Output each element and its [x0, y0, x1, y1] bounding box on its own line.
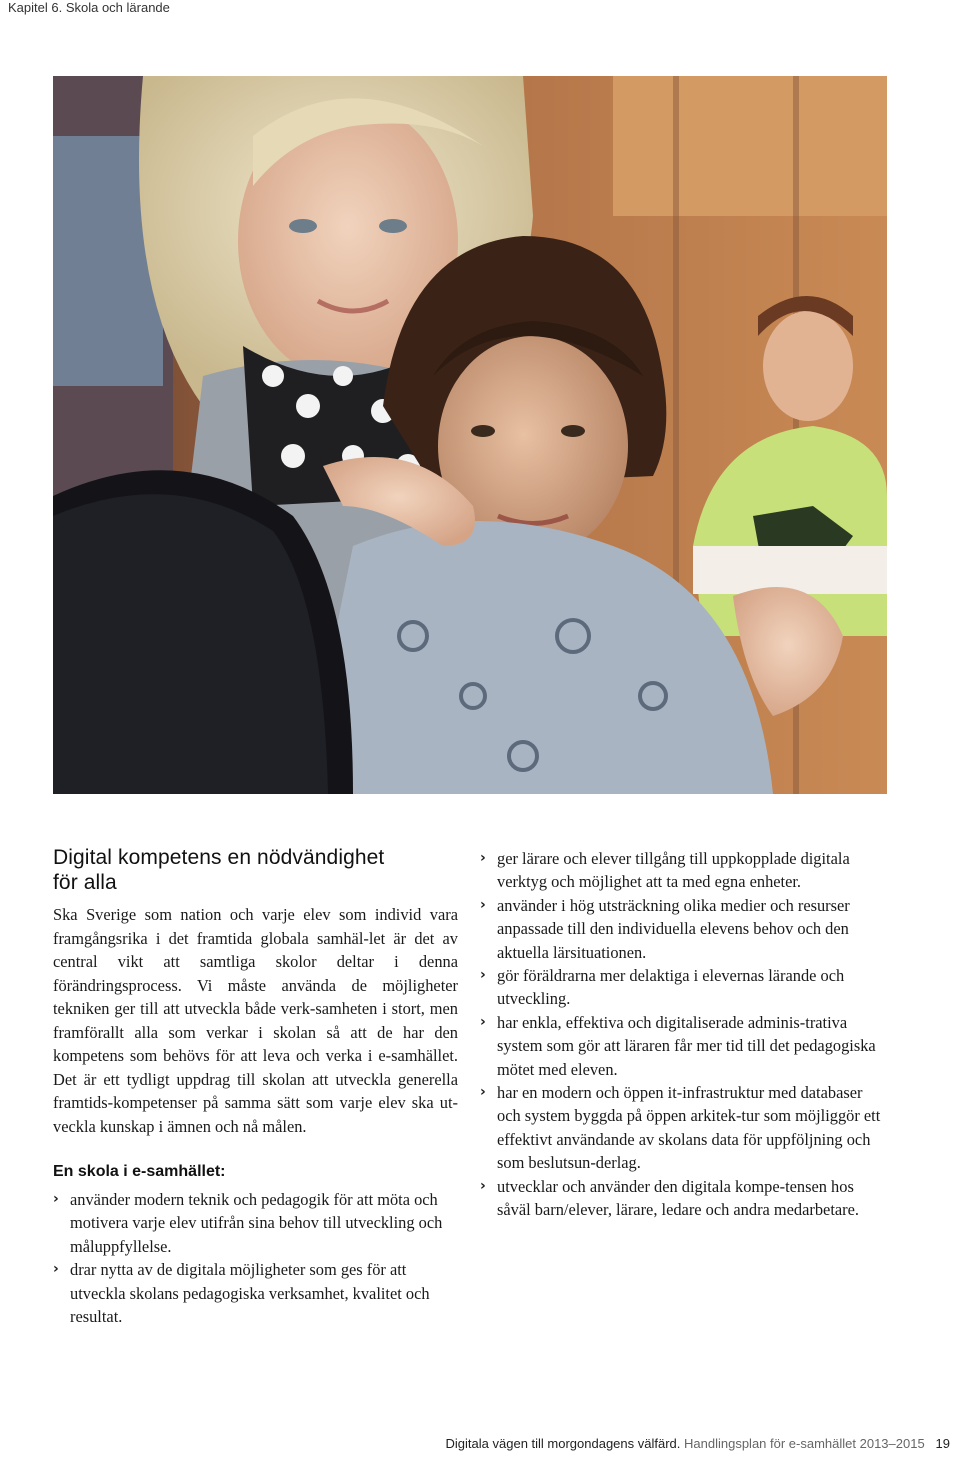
list-item-text: använder i hög utsträckning olika medier och resurser anpassade till den individuella elevens behov och den aktuella lärsituationen. [497, 895, 850, 962]
list-item [480, 964, 890, 1011]
section-title-line-1: Digital kompetens en nödvändighet [53, 846, 385, 869]
list-item [480, 1175, 890, 1222]
list-item [53, 1188, 458, 1258]
list-item-text: drar nytta av de digitala möjligheter som ges för att utveckla skolans pedagogiska verksamhet, kvalitet och resultat. [70, 1260, 430, 1327]
right-column [480, 847, 890, 1222]
list-item [480, 847, 890, 894]
list-item-text: har enkla, effektiva och digitaliserade adminis-trativa system som gör att läraren får mer tid till det pedagogiska mötet med eleven. [497, 1012, 876, 1079]
right-bullet-list [480, 847, 890, 1222]
running-header: Kapitel 6. Skola och lärande [8, 0, 170, 15]
list-item [53, 1258, 458, 1328]
list-item [480, 1011, 890, 1081]
chevron-right-icon: › [480, 896, 486, 913]
intro-paragraph: Ska Sverige som nation och varje elev som individ vara framgångsrika i det framtida globala samhäl-let är det av central vikt att samtliga skolor deltar i denna förändringsprocess. Vi måste använda de möjligheter tekniken ger till att utveckla både verk-samheten i stort, men framförallt alla som verkar i skolan så att de har den kompetens som behövs för att leva och verka i e-samhället. Det är ett tydligt uppdrag till skolan att utveckla generella framtids-kompetenser på samma sätt som varje elev ska ut-veckla kunskap i ämnen och nå målen. [53, 905, 458, 1136]
chevron-right-icon: › [53, 1261, 59, 1278]
list-item [480, 894, 890, 964]
chevron-right-icon: › [480, 1084, 486, 1101]
list-item-text: har en modern och öppen it-infrastruktur med databaser och system byggda på öppen arkitek-tur som möjliggör ett effektivt användande av skolans data för uppföljning och som beslutsun-derlag. [497, 1083, 881, 1173]
chevron-right-icon: › [53, 1191, 59, 1207]
page-number: 19 [935, 1436, 950, 1451]
chevron-right-icon: › [480, 1013, 486, 1030]
classroom-photo [53, 76, 887, 794]
chevron-right-icon: › [480, 850, 486, 866]
list-item-text: utvecklar och använder den digitala kompe-tensen hos såväl barn/elever, lärare, ledare och andra medarbetare. [497, 1176, 859, 1220]
left-bullet-list [53, 1188, 458, 1328]
page-footer [446, 1436, 950, 1451]
section-title [53, 845, 458, 895]
footer-subtitle: Handlingsplan för e-samhället 2013–2015 [684, 1436, 925, 1451]
left-column [53, 845, 458, 1328]
chevron-right-icon: › [480, 1177, 486, 1194]
chevron-right-icon: › [480, 967, 486, 984]
list-item-text: ger lärare och elever tillgång till uppkopplade digitala verktyg och möjlighet att ta med egna enheter. [497, 849, 850, 892]
list-item-text: använder modern teknik och pedagogik för att möta och motivera varje elev utifrån sina behov till utveckling och måluppfyllelse. [70, 1190, 443, 1256]
footer-title: Digitala vägen till morgondagens välfärd. [445, 1436, 681, 1451]
list-item [480, 1081, 890, 1175]
list-item-text: gör föräldrarna mer delaktiga i elevernas lärande och utveckling. [497, 966, 845, 1009]
list-heading: En skola i e-samhället: [53, 1163, 226, 1180]
section-title-line-2: för alla [53, 871, 117, 894]
